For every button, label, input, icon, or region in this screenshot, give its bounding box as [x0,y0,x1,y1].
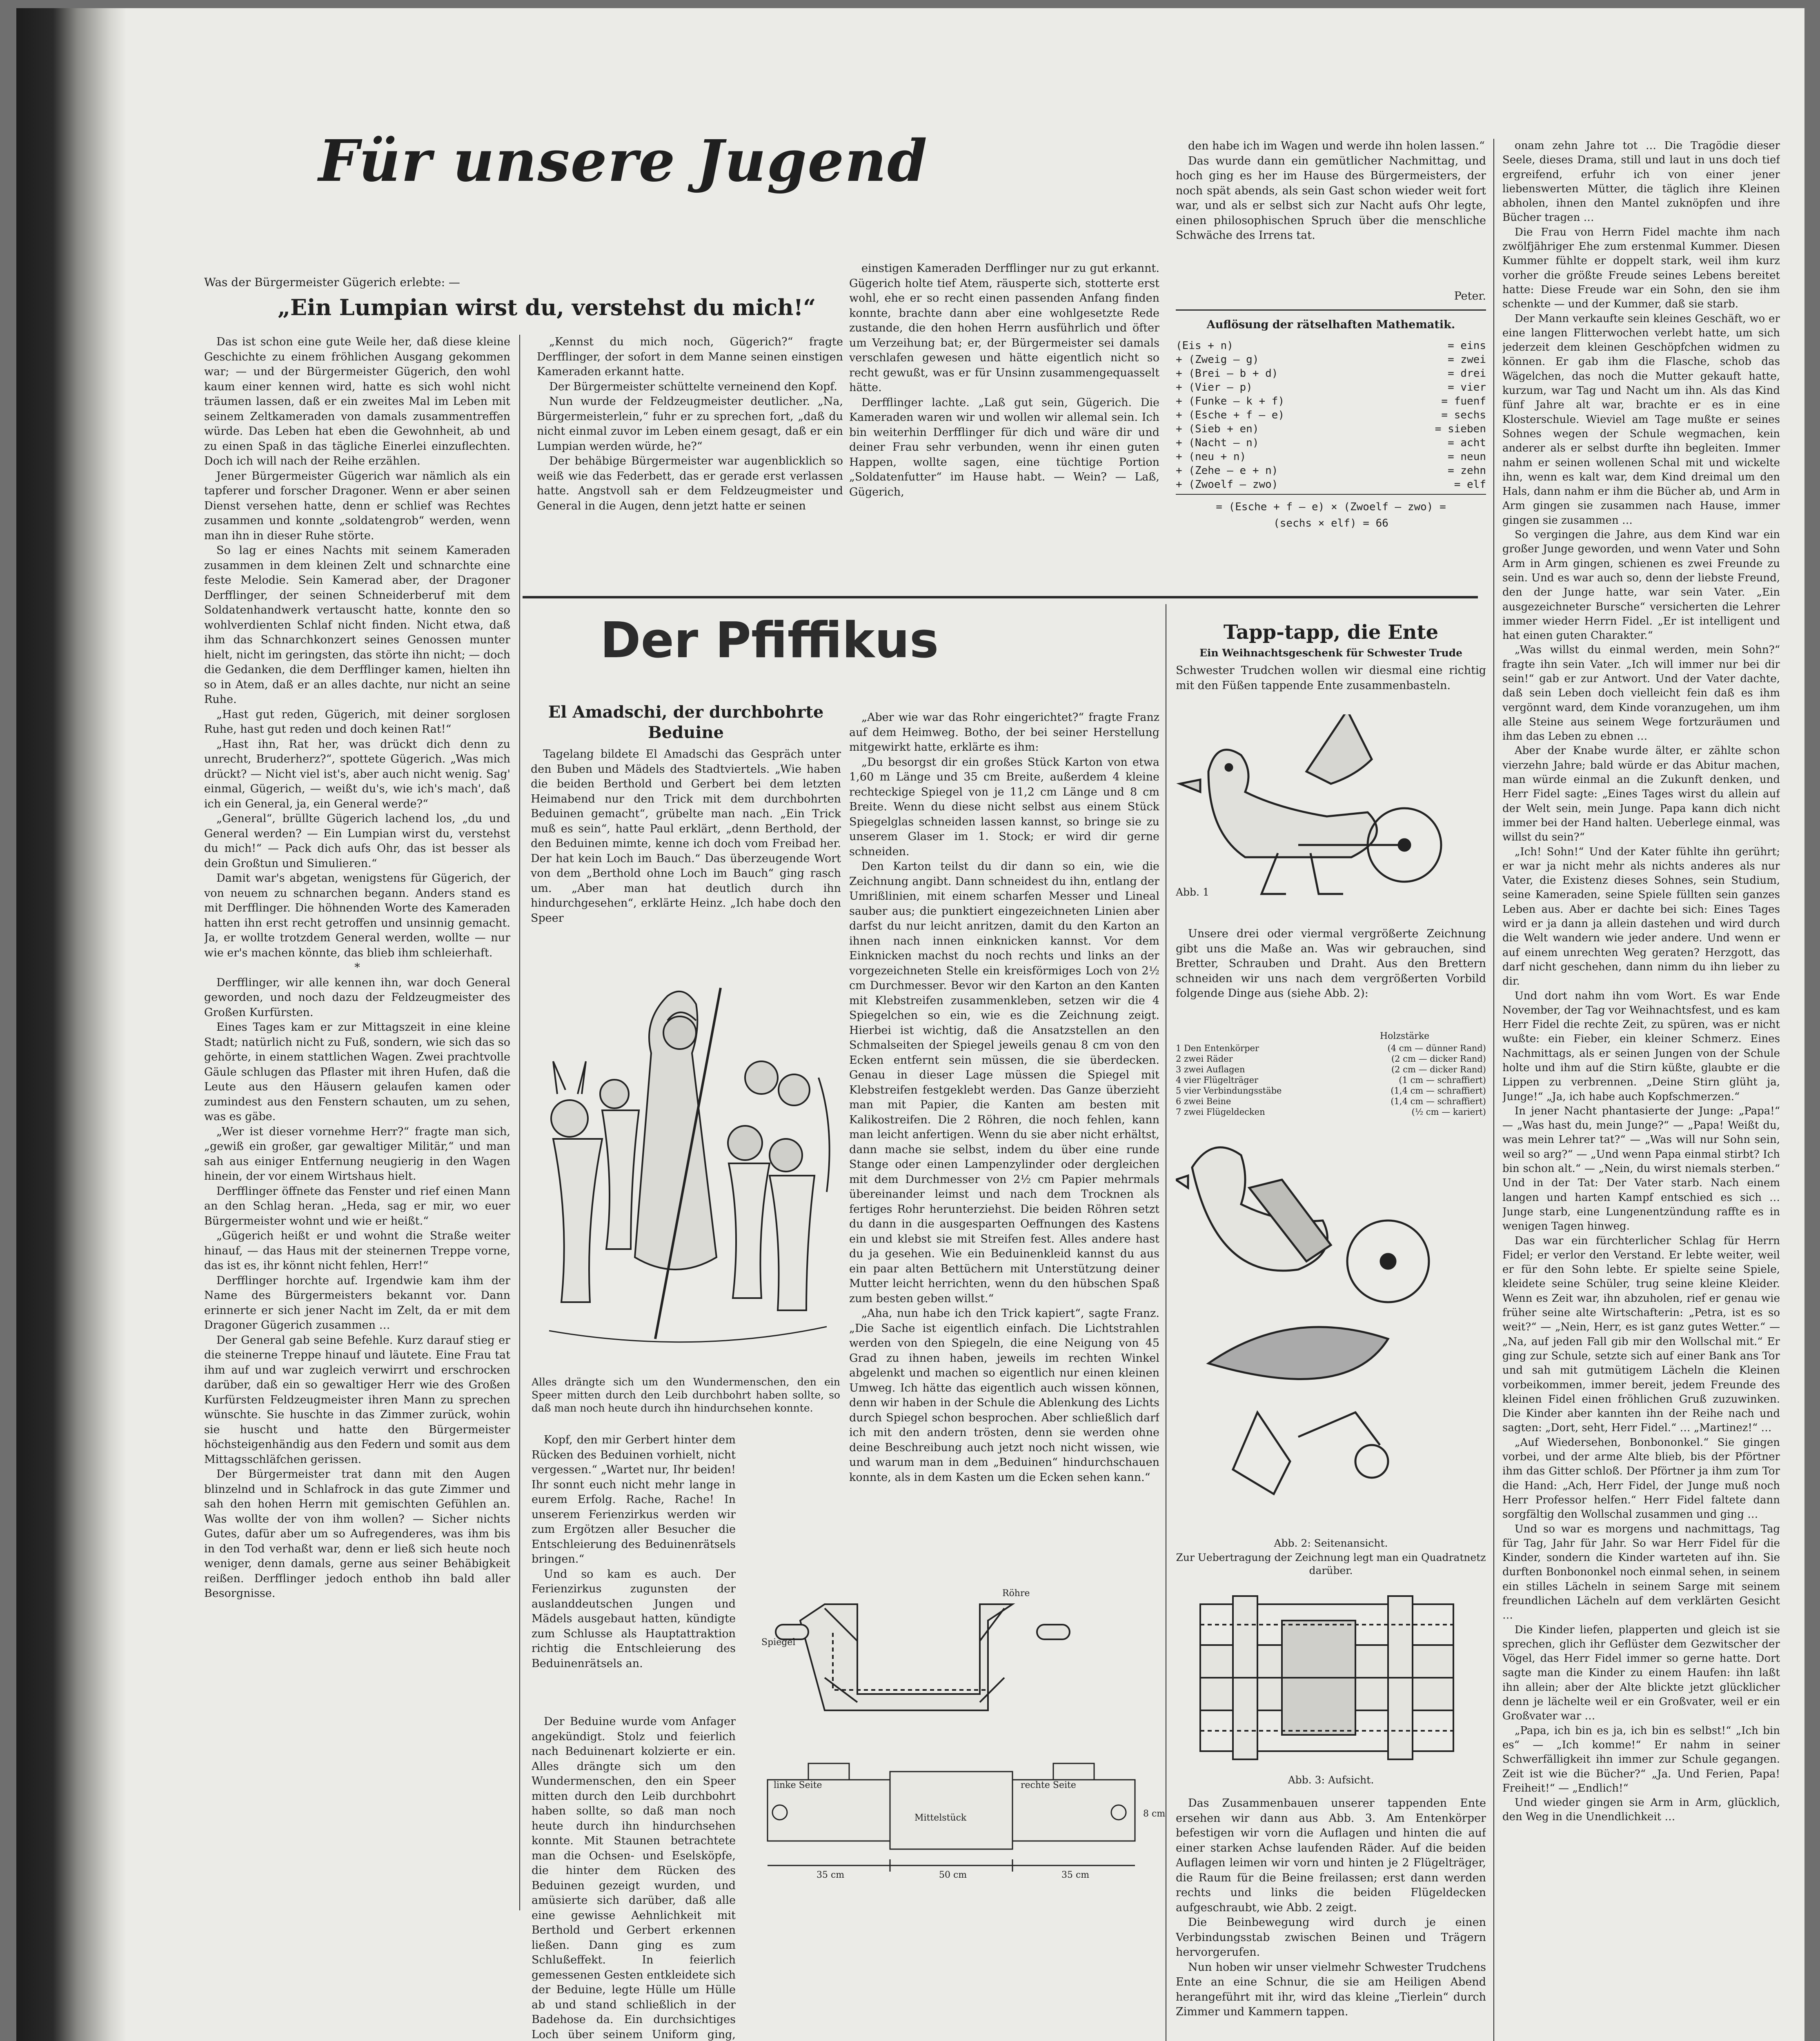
net-dim-right: 35 cm [1061,1870,1090,1880]
math-result: = acht [1448,437,1486,449]
math-result: = zwei [1448,354,1486,366]
illustration-caption: Alles drängte sich um den Wundermenschen, den ein Speer mitten durch den Leib durchbohrt haben sollte, so daß man noch heute durch ihn hindurchsehen konnte. [532,1376,840,1414]
story1-column-3 [849,261,1159,563]
paragraph: „Ich! Sohn!“ Und der Kater fühlte ihn gerührt; er war ja nicht mehr als nichts anderes als nur Vater, die Existenz dieses Sohnes, sein Studium, seine Kameraden, seine Spiele füllten sein ganzes Leben aus. Aber er dachte bei sich: Eines Tages wird er ja dann ja allein dastehen und wird durch die Welt wandern wie jeder andere. Und wenn er auf einem unrechten Weg geraten? Herzgott, das darf nicht geschehen, dann nimm du ihn lieber zu dir. [1502,845,1780,988]
story2-column-1b [532,1433,736,1714]
math-row [1176,380,1486,394]
story2-column-1 [531,747,841,967]
math-expression: + (Vier — p) [1176,381,1253,394]
paragraph: „Aber wie war das Rohr eingerichtet?“ fragte Franz auf dem Heimweg. Botho, der bei seiner Herstellung mitgewirkt hatte, erklärte es ihm: [849,711,1159,754]
parts-header: Holzstärke [1380,1031,1430,1041]
paragraph: den habe ich im Wagen und werde ihn holen lassen.“ [1188,140,1485,152]
parts-row [1176,1064,1486,1075]
math-result: = fuenf [1441,395,1486,407]
math-expression: + (Zweig — g) [1176,354,1259,366]
math-expression: + (Brei — b + d) [1176,367,1278,380]
paragraph: Das wurde dann ein gemütlicher Nachmittag, und hoch ging es her im Hause des Bürgermeisters, der noch spät abends, als sein Gast schon wieder weit fort war, und als er selbst sich zur Nacht aufs Ohr legte, einen philosophischen Spruch über die menschliche Schwäche des Irrens tat. [1176,154,1486,242]
paragraph: „Gügerich heißt er und wohnt die Straße weiter hinauf, — das Haus mit der steinernen Treppe vorne, das ist es, ihr könnt nicht fehlen, Herr!“ [204,1229,510,1272]
paragraph: Jener Bürgermeister Gügerich war nämlich als ein tapferer und forscher Dragoner. Wenn er aber seinen Dienst versehen hatte, denn er schlief was Rechtes zusammen und konnte „soldatengrob“ werden, wenn man ihn in dieser Ruhe störte. [204,469,510,542]
math-expression: + (Zehe — e + n) [1176,465,1278,477]
math-expression: + (Funke — k + f) [1176,395,1285,407]
story1-kicker: Was der Bürgermeister Gügerich erlebte: — [204,276,460,289]
part-spec: (½ cm — kariert) [1411,1107,1486,1117]
paragraph: Der Mann verkaufte sein kleines Geschäft, wo er eine langen Flitterwochen verlebt hatte, um sich jederzeit dem kleinen Geschöpfchen widmen zu können. Er gab ihm die Flasche, schob das Wägelchen, das noch die Mutter gekauft hatte, kurzum, war Tag und Nacht um ihn. Als das Kind fünf Jahre alt war, brachte er es in eine Klosterschule. Wieviel am Tage mußte er seines Sohnes wegen der Schule wegmachen, kein anderer als er selbst durfte ihn begleiten. Immer nahm er seinen wollenen Schal mit und wickelte ihn, wenn es kalt war, dem Kind dreimal um den Hals, dann nahm er ihm die Bücher ab, und Arm in Arm gingen sie zusammen nach Hause, immer gingen sie zusammen … [1502,312,1780,527]
paragraph: „Wer ist dieser vornehme Herr?“ fragte man sich, „gewiß ein großer, gar gewaltiger Militär,“ und man sah aus einiger Entfernung neugierig in den Wagen hinein, der vor einem Wirtshaus hielt. [204,1125,510,1183]
paragraph: Und so kam es auch. Der Ferienzirkus zugunsten der auslanddeutschen Jungen und Mädels ausgebaut hatten, kündigte zum Schlusse als Hauptattraktion richtig die Entschleierung des Beduinenrätsels an. [532,1567,736,1670]
net-dim-left: 35 cm [817,1870,845,1880]
parts-row [1176,1043,1486,1054]
math-title: Auflösung der rätselhaften Mathematik. [1206,318,1455,331]
paragraph: Unsere drei oder viermal vergrößerte Zeichnung gibt uns die Maße an. Was wir gebrauchen, sind Bretter, Schrauben und Draht. Aus den Brettern schneiden wir uns nach dem vergrößerten Vorbild folgende Dinge aus (siehe Abb. 2): [1176,927,1486,1000]
story2-subtitle: El Amadschi, der durchbohrte Beduine [548,703,824,742]
math-result: = sechs [1441,409,1486,421]
paragraph: Der Beduine wurde vom Anfager angekündigt. Stolz und feierlich nach Beduinenart kolzierte er ein. Alles drängte sich um den Wundermenschen, den ein Speer mitten durch den Leib durchbohrt haben sollte, so daß man noch heute durch ihn hindurchsehen konnte. Mit Staunen betrachtete man die Ochsen- und Eselsköpfe, die hinter dem Rücken des Beduinen gezeigt wurden, und amüsierte sich darüber, daß alle eine gewisse Aehnlichkeit mit Berthold und Gerbert erkennen ließen. Dann ging es zum Schlußeffekt. In feierlich gemessenen Gesten entkleidete sich der Beduine, legte Hülle um Hülle ab und stand schließlich in der Badehose da. Ein durchsichtiges Loch über seinem Uniform ging, [532,1715,736,2041]
math-row [1176,450,1486,464]
net-left-side-label: linke Seite [774,1780,822,1790]
math-row [1176,408,1486,422]
paragraph: Den Karton teilst du dir dann so ein, wie die Zeichnung angibt. Dann schneidest du ihn, entlang der Umrißlinien, mit einem scharfen Messer und Lineal sauber aus; die punktiert eingezeichneten Linien aber darfst du nur leicht anritzen, damit du den Karton an ihnen nach innen einknicken kannst. Vor dem Einknicken machst du noch rechts und links an der vorgezeichneten Stelle ein kreisförmiges Loch von 2½ cm Durchmesser. Bevor wir den Karton an den Kanten mit Klebstreifen zusammenkleben, setzen wir die 4 Spiegelchen so ein, wie es die Zeichnung zeigt. Hierbei ist wichtig, daß die Ansatzstellen an den Schmalseiten der Spiegel jeweils genau 8 cm von den Ecken entfernt sein müssen, die sie überdecken. Genau in dieser Lage müssen die Spiegel mit Klebstreifen festgeklebt werden. Das Ganze überzieht man mit Papier, die Kanten am besten mit Kalikostreifen. Die 2 Röhren, die noch fehlen, kann man leicht anfertigen. Wenn du sie aber nicht erhältst, dann mache sie selbst, indem du über eine runde Stange oder einen Lampenzylinder oder dergleichen mit dem Durchmesser von 2½ cm Papier mehrmals übereinander leimst und nach dem Trocknen als fertiges Rohr herunterziehst. Die beiden Röhren setzt du dann in die ausgesparten Oeffnungen des Kastens ein und klebst sie mit Streifen fest. Alles andere hast du ja gesehen. Wie ein Beduinenkleid kannst du aus ein paar alten Bettüchern mit Unterstützung deiner Mutter leicht herrichten, wenn du den hübschen Spaß zum besten geben willst.“ [849,860,1159,1305]
paragraph: Und wieder gingen sie Arm in Arm, glücklich, den Weg in die Unendlichkeit … [1502,1796,1780,1823]
paragraph: „Papa, ich bin es ja, ich bin es selbst!“ „Ich bin es“ — „Ich komme!“ Er nahm in seiner Schwerfälligkeit ihn immer zur Schule gegangen. Zeit ist wie die Bücher?“ „Ja. Und Ferien, Papa! Freiheit!“ — „Endlich!“ [1502,1724,1780,1794]
math-result: = zehn [1448,465,1486,477]
paragraph: „Aha, nun habe ich den Trick kapiert“, sagte Franz. „Die Sache ist eigentlich einfach. Die Lichtstrahlen werden von den Spiegeln, die eine Neigung von 45 Grad zu ihnen haben, jeweils im rechten Winkel abgelenkt und machen so eigentlich nur einen kleinen Umweg. Ich hätte das eigentlich auch wissen können, denn wir haben in der Schule die Ablenkung des Lichts durch Spiegel schon besprochen. Aber schließlich darf ich mit den andern trösten, denn sie werden ohne deine Beschreibung auch jetzt noch nicht wissen, wie und warum man in dem „Beduinen“ hindurchschauen konnte, als in dem Kasten um die Ecken sehen kann.“ [849,1307,1159,1484]
math-row [1176,353,1486,367]
periscope-pipe-diagram [751,1584,1159,1739]
math-expression: (Eis + n) [1176,340,1233,352]
section-masthead: Für unsere Jugend [318,128,928,195]
story1-column-2 [537,335,843,563]
math-expression: + (Nacht — n) [1176,437,1259,449]
part-name: 7 zwei Flügeldecken [1176,1107,1265,1117]
net-dim-mid: 50 cm [939,1870,967,1880]
part-spec: (1,4 cm — schraffiert) [1391,1086,1486,1096]
story3-body [1176,927,1486,1033]
paragraph: Das ist schon eine gute Weile her, daß diese kleine Geschichte zu einem fröhlichen Ausgang gekommen war; — und der Bürgermeister Gügerich, den wohl kaum einer kennen wird, hatte es sich wohl nicht träumen lassen, daß er ein zweites Mal im Leben mit seinem Zeltkameraden von damals zusammentreffen würde. Das Leben hat eben die Gewohnheit, ab und zu einen Spaß in das tägliche Einerlei einzuflechten. Doch ich will nach der Reihe erzählen. [204,336,510,467]
paragraph: onam zehn Jahre tot … Die Tragödie dieser Seele, dieses Drama, still und laut in uns doch tief ergreifend, erfuhr ich von einer jener liebenswerten Mütter, die täglich ihre Kleinen abholen, ihnen den Mantel zuknöpfen und ihre Bücher tragen … [1502,140,1780,224]
math-expression: + (Esche + f — e) [1176,409,1285,421]
net-height-label: 8 cm [1143,1809,1166,1819]
parts-row [1176,1107,1486,1117]
paragraph: „General“, brüllte Gügerich lachend los, „du und General werden? — Ein Lumpian wirst du, verstehst du mich!“ — Pack dich aufs Ohr, das ist besser als dein Großtun und Simulieren.“ [204,812,510,870]
abb1-label: Abb. 1 [1176,886,1209,898]
parts-row [1176,1085,1486,1096]
math-result: = drei [1448,367,1486,380]
paragraph: Die Beinbewegung wird durch je einen Verbindungsstab zwischen Beinen und Trägern hervorgerufen. [1176,1916,1486,1959]
paragraph: Tagelang bildete El Amadschi das Gespräch unter den Buben und Mädels des Stadtviertels. „Wie haben die beiden Berthold und Gerbert bei dem letzten Heimabend nur den Trick mit dem durchbohrten Beduinen gemacht“, grübelte man nach. „Ein Trick muß es sein“, hatte Paul erklärt, „denn Berthold, der den Beduinen mimte, kenne ich doch vom Freibad her. Der hat kein Loch im Bauch.“ Das überzeugende Wort von dem „Berthold ohne Loch im Bauch“ ging rasch um. „Aber man hat deutlich durch ihn hindurchgesehen“, erklärte Heinz. „Ich habe doch den Speer [531,748,841,925]
parts-row [1176,1075,1486,1085]
paragraph: „Hast ihn, Rat her, was drückt dich denn zu unrecht, Bruderherz?“, spottete Gügerich. „Was mich drückt? — Nicht viel ist's, aber auch nicht wenig. Sag' einmal, Gügerich, — weißt du's, wie ich's mach', daß ich ein General, ja, ein General werde?“ [204,738,510,810]
math-result: = sieben [1435,423,1486,435]
math-result-2: (sechs × elf) = 66 [1273,517,1388,529]
story3-intro: Schwester Trudchen wollen wir diesmal eine richtig mit den Füßen tappende Ente zusammenbasteln. [1176,664,1486,692]
paragraph: Nun hoben wir unser vielmehr Schwester Trudchens Ente an eine Schnur, die sie am Heiligen Abend herangeführt mit ihr, wird das kleine „Tierlein“ durch Zimmer und Kammern tappen. [1176,1961,1486,2018]
paragraph: Das Zusammenbauen unserer tappenden Ente ersehen wir dann aus Abb. 3. Am Entenkörper befestigen wir vorn die Auflagen und hinten die auf einer starken Achse laufenden Räder. Auf die beiden Auflagen leimen wir vorn und hinten je 2 Flügelträger, die Raum für die Beine freilassen; erst dann werden rechts und links die beiden Flügeldecken aufgeschraubt, wie Abb. 2 zeigt. [1176,1797,1486,1914]
math-row [1176,367,1486,380]
column-rule-1 [519,335,520,1910]
part-spec: (1 cm — schraffiert) [1399,1075,1486,1085]
story1-column-1 [204,335,510,1910]
paragraph: Damit war's abgetan, wenigstens für Gügerich, der von neuem zu schnarchen begann. Anders stand es mit Derfflinger. Die höhnenden Worte des Kameraden hatten ihn erst recht getroffen und unsinnig gemacht. Ja, er wollte trotzdem General werden, wollte — nur wie er's machen könnte, das blieb ihm schleierhaft. [204,872,510,959]
paragraph: Der Bürgermeister schüttelte verneinend den Kopf. [549,380,837,393]
paragraph: In jener Nacht phantasierte der Junge: „Papa!“ — „Was hast du, mein Junge?“ — „Papa! Weißt du, was mein Lehrer tat?“ — „Was will nur Sohn sein, weil so arg?“ — „Und wenn Papa einmal stirbt? Ich bin schon alt.“ — „Nein, du wirst niemals sterben.“ Und in der Tat: Der Vater starb. Nach einem langen und harten Kampf entschied es sich … Junge starb, eine Lungenentzündung raffte es in wenigen Tagen hinweg. [1502,1105,1780,1233]
paragraph: „Kennst du mich noch, Gügerich?“ fragte Derfflinger, der sofort in dem Manne seinen einstigen Kameraden erkannt hatte. [537,336,843,378]
paragraph: Der General gab seine Befehle. Kurz darauf stieg er die steinerne Treppe hinauf und läutete. Eine Frau tat ihm auf und war zugleich verwirrt und erschrocken darüber, daß ein so gewaltiger Herr wie des Großen Kurfürsten Feldzeugmeister ihren Mann zu sprechen wünschte. Sie huschte in das Zimmer zurück, wohin sie huscht und hatte den Bürgermeister höchsteigenhändig aus den Federn und somit aus dem Mittagsschläfchen gerissen. [204,1334,510,1466]
net-right-side-label: rechte Seite [1021,1780,1076,1790]
newspaper-page [16,8,1804,2041]
paragraph: So lag er eines Nachts mit seinem Kameraden zusammen in dem kleinen Zelt und schnarchte eine feste Melodie. Sein Kamerad aber, der Dragoner Derfflinger, der seinen Schneiderberuf mit dem Soldatenhandwerk vertauscht hatte, konnte den so wohlverdienten Schlaf nicht finden. Nicht etwa, daß ihm das Schnarchkonzert seines Genossen munter hielt, nicht im geringsten, das störte ihn nicht; — doch die Gedanken, die dem Derfflinger kamen, hielten ihn so in Atem, daß er an alles dachte, nur nicht an seine Ruhe. [204,544,510,706]
part-name: 3 zwei Auflagen [1176,1065,1245,1074]
duck-figure-1 [1176,714,1486,910]
paragraph: Und dort nahm ihn vom Wort. Es war Ende November, der Tag vor Weihnachtsfest, und es kam Herr Fidel die rechte Zeit, zu spüren, was er nicht wußte: ein Fieber, ein kleiner Schmerz. Eines Nachmittags, als er seinen Jungen von der Schule holte und ihm auf die Stirn küßte, glaubte er die Lippen zu verbrennen. „Deine Stirn glüht ja, Junge!“ „Ja, ich habe auch Kopfschmerzen.“ [1502,989,1780,1103]
math-result: = elf [1454,478,1486,491]
part-spec: (2 cm — dicker Rand) [1391,1054,1486,1064]
story3-title: Tapp-tapp, die Ente [1223,621,1439,644]
math-row [1176,394,1486,408]
bedouin-illustration [533,972,839,1372]
math-result: = neun [1448,451,1486,463]
paragraph: Der Bürgermeister trat dann mit den Augen blinzelnd und in Schlafrock in das gute Zimmer und sah den hohen Herrn mit gemischten Gefühlen an. Was wollte der von ihm wollen? — Sicher nichts Gutes, dafür aber um so Aufregenderes, was ihm bis in den Tod verhaßt war, denn er ließ sich heute noch weniger, denn damals, gerne aus seiner Behäbigkeit reißen. Derfflinger jedoch enthob ihn bald aller Besorgnisse. [204,1468,510,1600]
math-row [1176,422,1486,436]
story1-title: „Ein Lumpian wirst du, verstehst du mich!“ [278,294,816,320]
part-name: 2 zwei Räder [1176,1054,1233,1064]
paragraph: „Auf Wiedersehen, Bonbononkel.“ Sie gingen vorbei, und der arme Alte blieb, bis der Pförtner ihm das Gitter schloß. Der Pförtner ja ihm zum Tor die Hand: „Ach, Herr Fidel, der Junge muß noch Herr Professor helfen.“ Herr Fidel faltete dann sorgfältig den Wollschal zusammen und ging … [1502,1436,1780,1521]
part-spec: (1,4 cm — schraffiert) [1391,1096,1486,1106]
math-row [1176,339,1486,353]
math-row [1176,436,1486,450]
math-expression: + (neu + n) [1176,451,1246,463]
story1-signature: Peter. [1454,290,1486,302]
paragraph: Derfflinger öffnete das Fenster und rief einen Mann an den Schlag heran. „Heda, sag er mir, wo euer Bürgermeister wohnt und wie er heißt.“ [204,1185,510,1227]
paragraph: Der behäbige Bürgermeister war augenblicklich so weiß wie das Federbett, das er gerade erst verlassen hatte. Angstvoll sah er dem Feldzeugmeister und General in die Augen, denn jetzt hatte er seinen [537,455,843,512]
story2-title: Der Pfiffikus [600,612,939,669]
column-rule-3 [1493,139,1494,2041]
story3-body-2 [1176,1796,1486,2041]
part-spec: (2 cm — dicker Rand) [1391,1065,1486,1074]
math-result: = vier [1448,381,1486,394]
math-result-1: = (Esche + f — e) × (Zwoelf — zwo) = [1216,501,1446,513]
story3-subtitle: Ein Weihnachtsgeschenk für Schwester Trude [1199,647,1463,659]
math-rule [1176,494,1486,495]
math-rows [1176,339,1486,491]
math-result: = eins [1448,340,1486,352]
math-expression: + (Zwoelf — zwo) [1176,478,1278,491]
part-name: 4 vier Flügelträger [1176,1075,1259,1085]
part-name: 6 zwei Beine [1176,1096,1231,1106]
math-top-rule [1176,309,1486,311]
math-expression: + (Sieb + en) [1176,423,1259,435]
paragraph: So vergingen die Jahre, aus dem Kind war ein großer Junge geworden, und wenn Vater und Sohn Arm in Arm gingen, schienen es zwei Freunde zu sein. Und es war auch so, denn der liebste Freund, den der Junge hatte, war sein Vater. „Ein ausgezeichneter Bursche“ versicherten die Lehrer immer wieder Herrn Fidel. „Er ist intelligent und hat einen guten Charakter.“ [1502,529,1780,642]
parts-list [1176,1043,1486,1117]
paragraph: „Du besorgst dir ein großes Stück Karton von etwa 1,60 m Länge und 35 cm Breite, außerdem 4 kleine rechteckige Spiegel von je 11,2 cm Länge und 8 cm Breite. Wenn du diese nicht selbst aus einem Stück Spiegelglas schneiden lassen kannst, so bringe sie zu unserem Glaser im 1. Stock; er wird dir gerne schneiden. [849,756,1159,858]
section-divider [523,596,1478,598]
duck-figure-2 [1176,1127,1486,1535]
paragraph: Die Kinder liefen, plapperten und gleich ist sie sprechen, glich ihr Geflüster dem Gezwitscher der Vögel, das Herr Fidel immer so gerne hatte. Dort sagte man die Kinder zu einem Haufen: ihn laßt ihn allein; aber der Alte blickte jetzt glücklicher denn je lächelte weil er ein Großvater, weil er ein Großvater war … [1502,1623,1780,1723]
diagram-mirror-label: Spiegel [761,1637,796,1647]
parts-row [1176,1096,1486,1107]
diagram-pipe-label: Röhre [1002,1588,1030,1599]
paragraph: Das war ein fürchterlicher Schlag für Herrn Fidel; er verlor den Verstand. Er lebte weiter, weil er für den Sohn lebte. Er spielte seine Spiele, kleidete seine Schüler, trug seine kleine Kleider. Wenn es Zeit war, ihn abzuholen, rief er genau wie früher seine alte Wirtschafterin: „Petra, ist es so weit?“ — „Nein, Herr, es ist ganz gutes Wetter.“ — „Na, auf jeden Fall gib mir den Wollschal mit.“ Er ging zur Schule, setzte sich auf einer Bank ans Tor und sah mit gutmütigem Lächeln die Kleinen vorbeikommen, immer bereit, jedem Freunde des kleinen Fidel einen fröhlichen Gruß zuzuwinken. Die Kinder aber kannten ihn der Reihe nach und sagten: „Dort, seht, Herr Fidel.“ … „Martinez!“ … [1502,1234,1780,1434]
part-name: 5 vier Verbindungsstäbe [1176,1086,1282,1096]
paragraph: Nun wurde der Feldzeugmeister deutlicher. „Na, Bürgermeisterlein,“ fuhr er zu sprechen fort, „daß du nicht einmal zuvor im Leben einem gesagt, daß er ein Lumpian werden würde, he?“ [537,395,843,453]
story1-column-4 [1176,139,1486,286]
parts-row [1176,1054,1486,1064]
paragraph: * [354,961,360,974]
paragraph: Derfflinger horchte auf. Irgendwie kam ihm der Name des Bürgermeisters bekannt vor. Dann erinnerte er sich jener Nacht im Zelt, da er mit dem Dragoner Gügerich zusammen … [204,1274,510,1332]
page-gutter-shadow [16,8,127,2041]
paragraph: Und so war es morgens und nachmittags, Tag für Tag, Jahr für Jahr. So war Herr Fidel für die Kinder, sondern die Kinder warteten auf ihn. Sie durften Bonbononkel noch einmal sehen, in seinem ein stilles Lächeln in seinem Sarge mit seinem freundlichen Lächeln auf dem verklärten Gesicht … [1502,1523,1780,1622]
abb2-label: Abb. 2: Seitenansicht. [1274,1537,1388,1549]
paragraph: Derfflinger lachte. „Laß gut sein, Gügerich. Die Kameraden waren wir und wollen wir allemal sein. Ich bin weiterhin Derfflinger für dich und wäre dir und deiner Frau sehr verbunden, wenn ihr einen guten Happen, wollte sagen, eine tüchtige Portion „Soldatenfutter“ im Hause habt. — Wein? — Laß, Gügerich, [849,396,1159,498]
paragraph: Eines Tages kam er zur Mittagszeit in eine kleine Stadt; natürlich nicht zu Fuß, sondern, wie sich das so gehörte, in einem stattlichen Wagen. Zwei prachtvolle Gäule schlugen das Pflaster mit ihren Hufen, daß die Leute aus den Häusern gelaufen kamen oder zumindest aus den Fenstern schauten, um zu sehen, was es gäbe. [204,1021,510,1123]
part-spec: (4 cm — dünner Rand) [1387,1043,1486,1053]
paragraph: „Was willst du einmal werden, mein Sohn?“ fragte ihn sein Vater. „Ich will immer nur bei dir sein!“ gab er zur Antwort. Und der Vater dachte, daß sein Leben doch vielleicht fein daß es ihm vergönnt ward, dem Kinde voranzugehen, um ihm alle Steine aus seinem Wege fortzuräumen und ihm das Leben zu ebnen … [1502,644,1780,743]
abb3-label: Abb. 3: Aufsicht. [1288,1774,1374,1786]
paragraph: Derfflinger, wir alle kennen ihn, war doch General geworden, und noch dazu der Feldzeugmeister des Großen Kurfürsten. [204,976,510,1019]
math-row [1176,478,1486,491]
paragraph: „Hast gut reden, Gügerich, mit deiner sorglosen Ruhe, hast gut reden und doch keinen Rat!“ [204,708,510,736]
abb2-caption: Zur Uebertragung der Zeichnung legt man ein Quadratnetz darüber. [1176,1552,1486,1576]
paragraph: einstigen Kameraden Derfflinger nur zu gut erkannt. Gügerich holte tief Atem, räusperte sich, stotterte erst wohl, ehe er so recht einen passenden Anfang finden konnte, brachte dann aber eine wohlgesetzte Rede zustande, die den hohen Herrn ausführlich und öfter um Verzeihung bat; er, der Bürgermeister sei damals verschlafen gewesen und hätte eigentlich nicht so recht gewußt, was er für Unsinn zusammengequasselt hätte. [849,262,1159,394]
duck-figure-3-top-view [1176,1580,1486,1772]
story4-column [1502,139,1780,2041]
paragraph: Kopf, den mir Gerbert hinter dem Rücken des Beduinen vorhielt, nicht vergessen.“ „Wartet nur, Ihr beiden! Ihr sonnt euch nicht mehr lange in eurem Erfolg. Rache, Rache! In unserem Ferienzirkus werden wir zum Ergötzen aller Besucher die Entschleierung des Beduinenrätsels bringen.“ [532,1434,736,1565]
paragraph: Aber der Knabe wurde älter, er zählte schon vierzehn Jahre; bald würde er das Abitur machen, man würde einmal an die Zukunft denken, und Herr Fidel sagte: „Eines Tages wirst du allein auf der Welt sein, mein Junge. Papa kann dich nicht immer bei der Hand halten. Ueberlege einmal, was willst du sein?“ [1502,745,1780,844]
paragraph: Die Frau von Herrn Fidel machte ihm nach zwölfjähriger Ehe zum erstenmal Kummer. Diesen Kummer fühlte er doppelt stark, weil ihm kurz vorher die größte Freude seines Lebens bereitet hatte: Diese Freude war ein Sohn, den sie ihm schenkte — und der Kummer, daß sie starb. [1502,226,1780,311]
part-name: 1 Den Entenkörper [1176,1043,1259,1053]
math-row [1176,464,1486,478]
net-middle-label: Mittelstück [914,1813,967,1823]
